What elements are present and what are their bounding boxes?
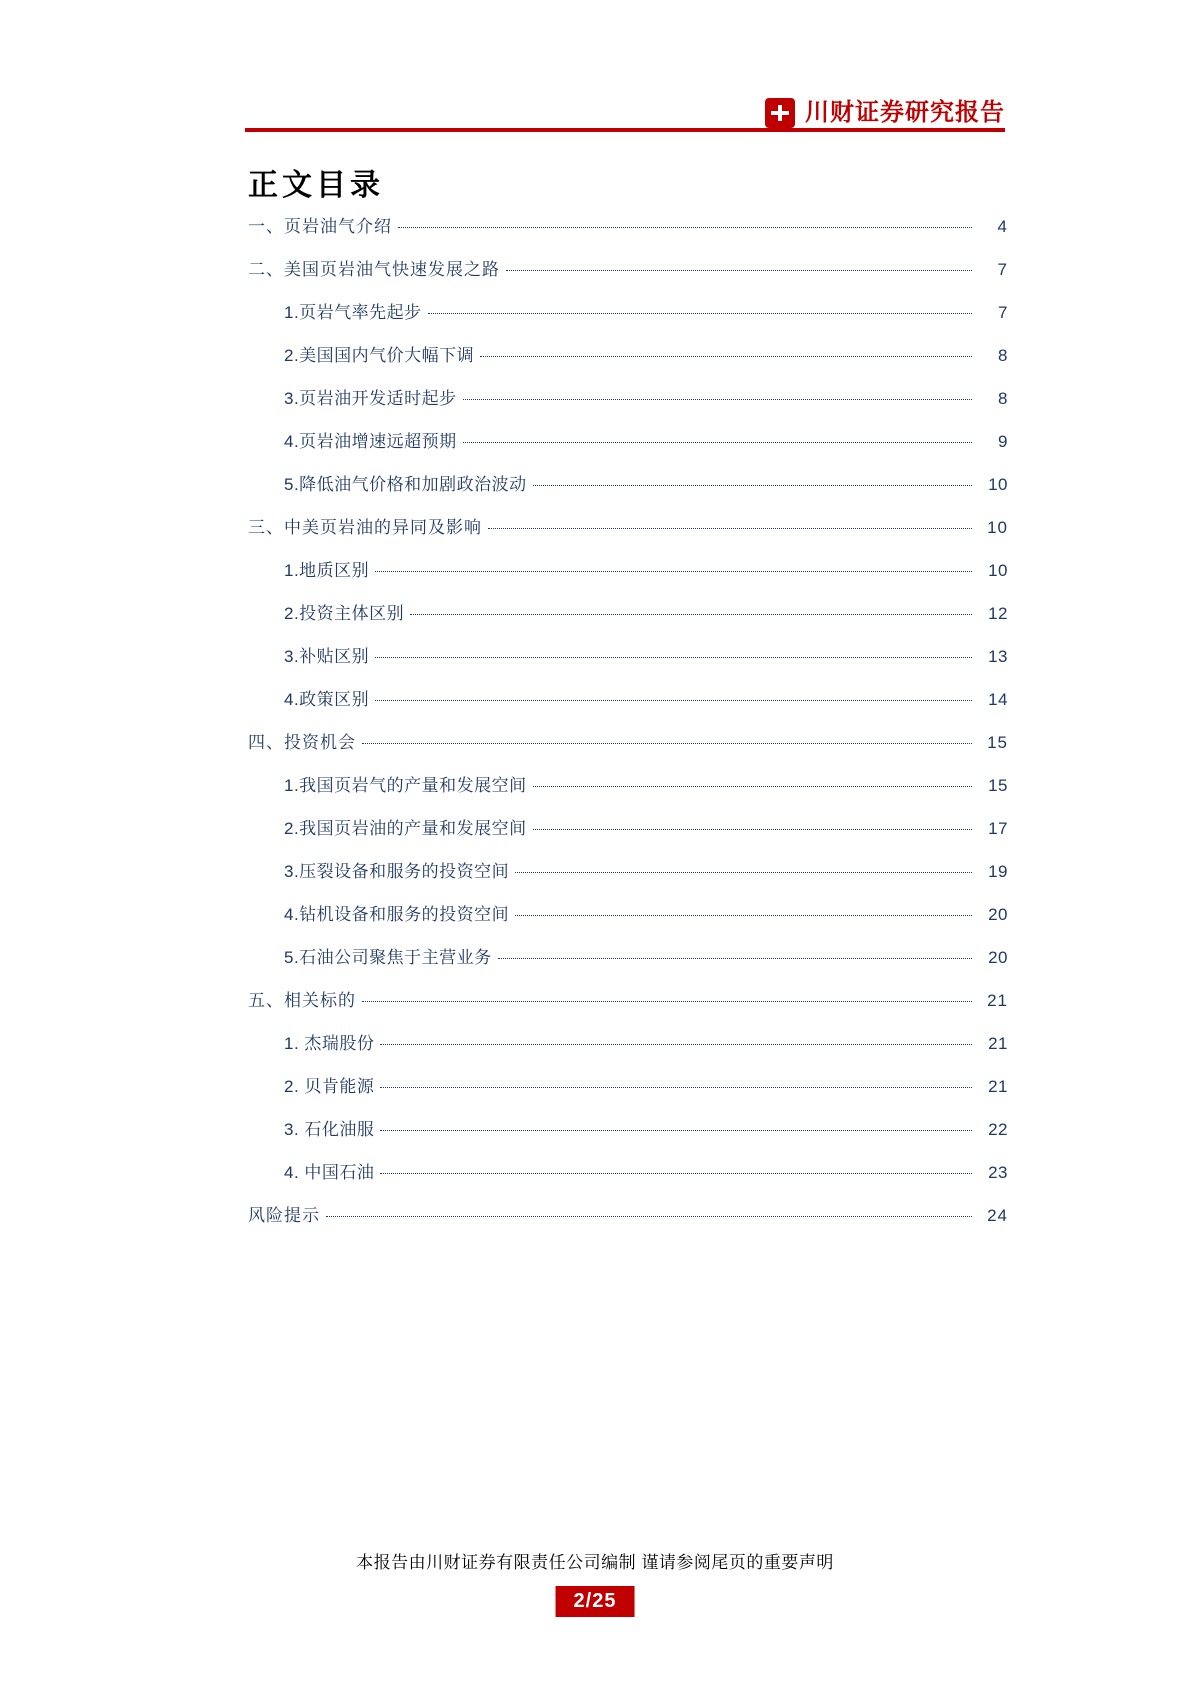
toc-entry-label: 2.投资主体区别 — [284, 604, 405, 623]
toc-entry-label: 三、中美页岩油的异同及影响 — [248, 518, 482, 537]
toc-entry-label: 二、美国页岩油气快速发展之路 — [248, 260, 500, 279]
toc-entry-page: 7 — [997, 260, 1008, 279]
toc-entry[interactable] — [248, 513, 1008, 556]
toc-entry-page: 15 — [988, 776, 1008, 795]
toc-entry-page: 20 — [988, 905, 1008, 924]
toc-entry-label: 一、页岩油气介绍 — [248, 217, 392, 236]
toc-entry-page: 22 — [988, 1120, 1008, 1139]
toc-entry[interactable] — [248, 857, 1008, 900]
toc-entry-page: 8 — [998, 389, 1008, 408]
brand-name: 川财证券研究报告 — [805, 99, 1005, 126]
toc-entry-label: 风险提示 — [248, 1206, 320, 1225]
toc-leader-dots — [533, 828, 972, 830]
toc-entry-label: 4.钻机设备和服务的投资空间 — [284, 905, 510, 924]
toc-entry-label: 1.页岩气率先起步 — [284, 303, 422, 322]
toc-entry[interactable] — [248, 943, 1008, 986]
toc-entry-label: 3. 石化油服 — [284, 1120, 375, 1139]
header-divider — [245, 128, 1005, 132]
toc-entry[interactable] — [248, 771, 1008, 814]
page-number-badge: 2/25 — [556, 1586, 635, 1617]
toc-leader-dots — [506, 269, 972, 271]
footer-disclaimer: 本报告由川财证券有限责任公司编制 谨请参阅尾页的重要声明 — [356, 1553, 834, 1572]
toc-entry-label: 3.页岩油开发适时起步 — [284, 389, 457, 408]
toc-entry-page: 24 — [987, 1206, 1008, 1225]
toc-entry[interactable] — [248, 341, 1008, 384]
toc-leader-dots — [515, 914, 972, 916]
toc-entry[interactable] — [248, 556, 1008, 599]
toc-leader-dots — [463, 398, 972, 400]
toc-entry-label: 4.页岩油增速远超预期 — [284, 432, 457, 451]
toc-leader-dots — [375, 656, 972, 658]
toc-leader-dots — [326, 1215, 972, 1217]
swap-arrows-icon — [765, 98, 795, 128]
toc-leader-dots — [515, 871, 972, 873]
toc-entry[interactable] — [248, 298, 1008, 341]
toc-entry-page: 21 — [987, 991, 1008, 1010]
toc-entry-label: 2. 贝肯能源 — [284, 1077, 375, 1096]
toc-entry-page: 7 — [998, 303, 1008, 322]
toc-entry[interactable] — [248, 685, 1008, 728]
toc-entry-label: 4. 中国石油 — [284, 1163, 375, 1182]
toc-entry[interactable] — [248, 728, 1008, 771]
toc-leader-dots — [428, 312, 972, 314]
toc-entry-page: 10 — [987, 518, 1008, 537]
toc-entry-page: 23 — [988, 1163, 1008, 1182]
toc-entry-page: 12 — [988, 604, 1008, 623]
toc-leader-dots — [380, 1129, 972, 1131]
toc-entry-label: 五、相关标的 — [248, 991, 356, 1010]
toc-entry[interactable] — [248, 427, 1008, 470]
toc-entry-label: 1.地质区别 — [284, 561, 370, 580]
toc-entry[interactable] — [248, 1072, 1008, 1115]
toc-entry-page: 19 — [988, 862, 1008, 881]
toc-leader-dots — [380, 1172, 972, 1174]
toc-entry[interactable] — [248, 384, 1008, 427]
toc-leader-dots — [480, 355, 972, 357]
toc-entry-label: 1. 杰瑞股份 — [284, 1034, 375, 1053]
toc-entry-page: 10 — [988, 561, 1008, 580]
toc-entry[interactable] — [248, 470, 1008, 513]
toc-leader-dots — [533, 785, 972, 787]
toc-entry-label: 2.美国国内气价大幅下调 — [284, 346, 475, 365]
toc-entry-label: 3.补贴区别 — [284, 647, 370, 666]
toc-entry-page: 4 — [997, 217, 1008, 236]
toc-leader-dots — [380, 1086, 972, 1088]
toc-entry[interactable] — [248, 1158, 1008, 1201]
report-header — [245, 80, 1005, 128]
toc-entry-page: 17 — [988, 819, 1008, 838]
toc-leader-dots — [362, 1000, 972, 1002]
toc-entry-label: 3.压裂设备和服务的投资空间 — [284, 862, 510, 881]
toc-entry-page: 15 — [987, 733, 1008, 752]
table-of-contents — [248, 212, 1008, 1244]
toc-leader-dots — [362, 742, 972, 744]
toc-entry-page: 21 — [988, 1034, 1008, 1053]
toc-entry-label: 4.政策区别 — [284, 690, 370, 709]
toc-entry[interactable] — [248, 255, 1008, 298]
toc-leader-dots — [398, 226, 972, 228]
toc-entry[interactable] — [248, 814, 1008, 857]
toc-leader-dots — [463, 441, 972, 443]
toc-leader-dots — [488, 527, 972, 529]
toc-entry[interactable] — [248, 1029, 1008, 1072]
toc-entry[interactable] — [248, 1115, 1008, 1158]
page-title: 正文目录 — [248, 169, 384, 202]
brand-block — [765, 98, 1005, 128]
toc-entry-label: 2.我国页岩油的产量和发展空间 — [284, 819, 527, 838]
toc-entry-page: 14 — [988, 690, 1008, 709]
toc-leader-dots — [498, 957, 972, 959]
toc-entry-page: 20 — [988, 948, 1008, 967]
toc-entry-label: 四、投资机会 — [248, 733, 356, 752]
toc-leader-dots — [375, 699, 972, 701]
toc-entry-label: 1.我国页岩气的产量和发展空间 — [284, 776, 527, 795]
toc-entry[interactable] — [248, 642, 1008, 685]
toc-entry[interactable] — [248, 1201, 1008, 1244]
toc-entry-label: 5.石油公司聚焦于主营业务 — [284, 948, 492, 967]
toc-leader-dots — [375, 570, 972, 572]
toc-entry-page: 21 — [988, 1077, 1008, 1096]
toc-entry[interactable] — [248, 900, 1008, 943]
toc-leader-dots — [380, 1043, 972, 1045]
toc-entry-page: 9 — [998, 432, 1008, 451]
toc-entry-label: 5.降低油气价格和加剧政治波动 — [284, 475, 527, 494]
toc-entry[interactable] — [248, 599, 1008, 642]
toc-entry[interactable] — [248, 986, 1008, 1029]
toc-entry-page: 10 — [988, 475, 1008, 494]
toc-entry[interactable] — [248, 212, 1008, 255]
toc-entry-page: 13 — [988, 647, 1008, 666]
toc-entry-page: 8 — [998, 346, 1008, 365]
toc-leader-dots — [410, 613, 972, 615]
toc-leader-dots — [533, 484, 972, 486]
